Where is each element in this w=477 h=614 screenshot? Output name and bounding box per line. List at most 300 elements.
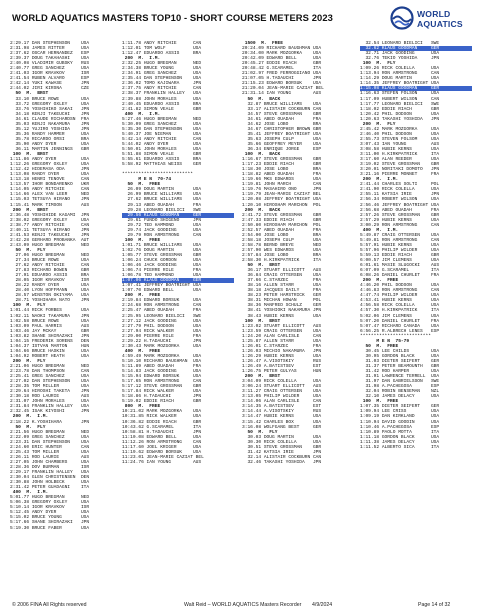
result-row: 32.87 BRUCE WILLIAMS USA: [242, 101, 322, 107]
result-row: 2:29.17 FRANKLIN HALLEY USA: [10, 469, 90, 475]
result-row: 5:11.89 ABED OUADAH FRA: [122, 364, 202, 369]
event-heading: 100 M. FLY: [360, 61, 396, 67]
result-row: 1:03.46 JAY MCKAY GBR: [10, 328, 90, 334]
result-row: 5:51.88 SIMON VEALE GBR: [122, 152, 202, 158]
result-row: 1:19.81 JOHN MARCH CAN: [242, 182, 322, 188]
result-row: 30.30 RICK COLELLA USA: [242, 439, 322, 445]
result-row: 2:44.02 JIRI KIRSNA CZE: [10, 86, 90, 92]
result-row: 2:25.47 ABED OUADAH FRA: [122, 308, 202, 314]
result-row: 21:07.05 H.TADAUCHI JPN: [242, 76, 322, 82]
result-row: 10:21.02 MARK MOZGORKA USA: [122, 409, 202, 415]
result-row: 4:46.83 RON ARMSTRONG CAN: [360, 288, 440, 294]
result-row: 1:26.03 MICHIO NAKAMURA JPN: [242, 348, 322, 354]
result-row: 4:46.20 PHIL DODSON USA: [360, 283, 440, 289]
result-row: 38.41 YOSHIOKI NAKAMURA JPN: [242, 308, 322, 314]
result-row: 3:08.58 HUBIE KERNS USA: [360, 146, 440, 152]
result-row: 1:11.86 ANDY DYER USA: [10, 157, 90, 163]
result-row: 2:57.84 JOSE LOBO BRA: [242, 252, 322, 258]
result-row: 1:12.01 TOM WOLF USA: [122, 46, 202, 52]
event-heading: 200 M. I.M.: [360, 177, 399, 183]
result-row: 4:59.49 MARK MOZGORKA USA: [122, 353, 202, 359]
result-row: 2:24.60 ERIC HUNTER CAN: [10, 444, 90, 450]
result-row: 20:34.00 MARK MOZGORKA USA: [242, 51, 322, 57]
result-row: 1:18.82 ABED OUADAH FRA: [242, 172, 322, 178]
result-row: 30.95 GORDON BLACK USA: [360, 353, 440, 359]
result-row: 35.90 ANDY DYER USA: [10, 141, 90, 147]
result-row: 1:07.35 DIETER SEIFERT GER: [360, 404, 440, 410]
result-row: 5:57.96 PHILIP WILDER USA: [360, 247, 440, 253]
event-heading: M E N 70-74: [122, 177, 172, 183]
result-row: 1:12.47 EDUARDO ASSIS BRA: [122, 51, 202, 57]
result-row: 2:25.41 GREG SANCHEZ USA: [10, 374, 90, 380]
result-row: **************************: [360, 333, 431, 339]
result-row: 27.91 EDUARDO ASSIS BRA: [10, 273, 90, 279]
result-row: 1:01.71 BRUCE WILLIAMS USA: [122, 242, 202, 248]
result-row: 2:36.02 TOMO KAJIWARA JPN: [122, 81, 202, 87]
result-row: 34.18 KENJI TAKEUCHI JPN: [10, 111, 90, 117]
result-row: 5:01.77 HUGO BREGMAN NED: [10, 495, 90, 501]
event-heading: 50 M. FLY: [10, 424, 46, 430]
result-row: 11:23.01 JEAN-MARIE CAZIAT BEL: [122, 454, 204, 460]
highlighted-result-row: 29.56 KLAUS GOODMAN GER: [122, 213, 234, 218]
result-row: 10:36.82 EDDIE RIACH GBR: [122, 419, 202, 425]
result-row: 38.16 ALLEN STARR USA: [242, 283, 322, 289]
result-row: 1:23.02 STUART ELLICOTT AUS: [242, 323, 322, 329]
page-footer: [0, 596, 477, 614]
result-row: 2:28.35 TOM MILLER USA: [10, 384, 90, 390]
result-row: 1:20.10 HIROSHAM MARCHON POL: [242, 202, 322, 208]
result-row: 5:12.45 ANDY DYER USA: [10, 510, 90, 516]
results-column-2: [122, 41, 234, 596]
result-row: 2:27.02 DAN STEPHENSON USA: [10, 379, 90, 385]
result-row: 5:55.61 EDUARDO ASSIS BRA: [122, 157, 202, 163]
result-row: 1:24.20 ALAN CARLISLE CAN: [242, 333, 322, 339]
result-row: 2:28.36 DOV BURMAN ISR: [10, 464, 90, 470]
result-row: 5:40.37 JOE NIEMAN USA: [122, 131, 202, 137]
result-row: 2:37.62 OSCAR HERNANDEZ ESP: [10, 51, 90, 57]
result-row: 3:20.01 NORITAKI DOMOTO JPN: [360, 167, 440, 173]
result-row: 29.13 ABED OUADAH FRA: [122, 202, 202, 208]
result-row: 1:25.87 ALLEN STARR USA: [242, 338, 322, 344]
result-row: 1:03.82 SHANE SHIRAZAKI JPN: [10, 333, 90, 339]
result-row: 5:07.20 DANIEL CHURLET FRA: [360, 318, 440, 324]
result-row: 21:15.23 EDWARD BORSUK USA: [242, 81, 322, 87]
event-heading: 100 M. BACK: [242, 152, 281, 158]
result-row: 2:56.68 ABED OUADAH FRA: [360, 207, 440, 213]
result-row: 33.17 ALISTAIR COCKBURN CAN: [242, 106, 322, 112]
result-row: 2:29.17 DAN STEPHENSON USA: [10, 41, 90, 46]
page-title: WORLD AQUATICS MASTERS TOP10 - SHORT COURSE METERS 2023: [12, 12, 333, 23]
event-heading: 400 M. I.M.: [360, 227, 399, 233]
result-row: 1:13.08 RANDY DYER USA: [10, 172, 90, 178]
result-row: 5:49.81 RON ARMSTRONG CAN: [360, 237, 440, 243]
result-row: 11:10.08 EDWARD BELL USA: [122, 434, 202, 440]
event-heading: 200 M. I.M.: [10, 414, 49, 420]
result-row: 2:30.04 GLEN CHRISTENSEN DEN: [10, 475, 90, 481]
result-row: 3:17.60 ALAN REEDER USA: [360, 157, 440, 163]
result-row: 3:14.47 HUBIE KERNS USA: [242, 414, 322, 420]
result-row: 5:10.14 IGOR KRAVKOV ISR: [10, 505, 90, 511]
result-row: 2:45.42 MARK MOZGORKA USA: [360, 126, 440, 132]
result-row: 2:46.40 PHIL DODSON USA: [360, 131, 440, 137]
result-row: 5:15.02 BRUCE YOUNG USA: [10, 515, 90, 521]
result-row: 1:13.94 RON ARMSTRONG CAN: [360, 71, 440, 77]
result-row: 2:31.84 FRANKLIN HALLEY USA: [10, 404, 90, 410]
result-row: 2:26.11 ROD LAURIE AUS: [10, 454, 90, 460]
result-row: 1:14.66 ALEX VAN LEER NED: [10, 192, 90, 198]
result-row: 1:15.03 TETSUYA HIRANO JPN: [10, 197, 90, 203]
result-row: 1:19.66 MKS EDWARDS USA: [242, 177, 322, 183]
result-row: 1:11.78 ANDY RITCHIE CAN: [122, 41, 202, 46]
logo-word-world: WORLD: [417, 9, 451, 19]
result-row: 1:05.77 STEVE GROSSMAN GBR: [122, 252, 202, 258]
result-row: 11:19.62 EDWARD BORSUK USA: [122, 449, 202, 455]
result-row: 21:02.97 FRED FERROGGIANO USA: [242, 71, 322, 77]
result-row: 1:06.74 PIERRE RILE FRA: [122, 268, 202, 274]
result-row: 10:58.81 H.TADAUCHI JPN: [122, 429, 202, 435]
result-row: 2:57.29 HUBIE KERNS USA: [360, 217, 440, 223]
result-row: 2:50.80 HIROSHAM MARCHON POL: [242, 222, 322, 228]
result-row: 2:31.42 PETER GUADAGNI ITA: [10, 485, 90, 491]
result-row: 2:23.78 DAN THOMPSON CAN: [10, 369, 90, 375]
result-row: 2:41.53 KENJI TAKEUCHI JPN: [10, 232, 90, 238]
result-row: 2:58.78 BERND BREYE NED: [242, 242, 322, 248]
result-row: 5:42.14 ANDY RITCHIE CAN: [122, 136, 202, 142]
page-header: [0, 0, 477, 40]
result-row: 1:04.37 ISTVAN MARTON HUN: [10, 343, 90, 349]
result-row: 2:38.37 FRANKLIN HALLEY USA: [122, 91, 202, 97]
result-row: 28.40 LYON HOFFMANN USA: [10, 288, 90, 294]
result-row: 27.62 BRUCE WILLIAMS USA: [122, 197, 202, 203]
event-heading: M E N 75-79: [360, 338, 410, 344]
result-row: 5:58.92 MATTHIAS WEISS GER: [122, 162, 202, 168]
world-aquatics-logo-icon: [390, 6, 414, 30]
result-row: 6:56.25 R.ALBRECH LENES ESP: [360, 328, 440, 334]
result-row: 32.76 TEKIO YOSHIDA JPN: [360, 56, 440, 62]
event-heading: 50 M. BRST: [10, 91, 49, 97]
result-row: 5:57.91 HUBIE KERNS USA: [360, 242, 440, 248]
result-row: 1:11.52 ALBERTO SICA ITA: [360, 444, 440, 450]
event-heading: 400 M. FREE: [122, 348, 161, 354]
result-row: 1:26.01 C.STARZEC FRA: [242, 343, 322, 349]
result-row: 5:14.83 JACK GOODING USA: [122, 369, 202, 375]
result-row: 29.61 FUNDO SHIGENO JPN: [122, 217, 202, 223]
result-row: 2:56.46 JEFFREY BOATRIGHT USA: [360, 202, 440, 208]
result-row: 37.66 C.STARZEC FRA: [242, 278, 322, 284]
result-row: 20:48.42 G.SCARAMEL ITA: [242, 66, 322, 72]
event-heading: 200 M. BRST: [10, 207, 49, 213]
result-row: 31.42 ROD HARPER USA: [360, 369, 440, 375]
result-row: 2:43.09 HUGO BREGMAN NED: [10, 242, 90, 248]
result-row: 32.10 JAMES DELACY USA: [360, 394, 440, 400]
result-row: 5:35.30 DAN STEPHENSON USA: [122, 126, 202, 132]
result-row: 2:24.68 RON ARMSTRONG CAN: [122, 303, 202, 309]
result-row: 35.66 GEOFFREY MEYER USA: [242, 141, 322, 147]
result-row: 33.72 GREGORY OXLEY USA: [10, 101, 90, 107]
result-row: 35.78 RICARDO ORSI BRA: [10, 136, 90, 142]
result-row: 30.51 STEVE GROSSMAN GBR: [242, 444, 322, 450]
result-row: 35.36 RANDY HAMMER USA: [10, 131, 90, 137]
result-row: 6:00.57 JIM CLEMENS USA: [360, 258, 440, 264]
result-row: 4:56.58 RICK COLELLA USA: [360, 303, 440, 309]
result-row: 31.42 KATSIA IRIE JPN: [242, 449, 322, 455]
result-row: 1:02.58 BRUCE ROWE USA: [10, 318, 90, 324]
result-row: 1:19.76 MASAHIRO ONO JPN: [242, 187, 322, 193]
result-row: 3:00.29 RON ARMSTRONG CAN: [360, 222, 440, 228]
result-row: 2:40.11 TETSUYA HIRANO JPN: [10, 227, 90, 233]
result-row: 1:26.29 HUBIE KERNS USA: [242, 353, 322, 359]
result-row: 1:18.30 JOSE LOBO BRA: [242, 167, 322, 173]
result-row: 2:42.28 GERHARD PROBANKA AUT: [10, 237, 90, 243]
result-row: 11:12.26 RON ARMSTRONG CAN: [122, 439, 202, 445]
result-row: 1:01.44 RICK FORBES USA: [10, 308, 90, 314]
result-row: 2:55.73 STEVEN FOLSOM USA: [360, 136, 440, 142]
event-heading: 50 M. BACK: [242, 96, 281, 102]
result-row: 1:13.57 IHOR BONDARENKO UKR: [10, 182, 90, 188]
result-row: 1:03.09 PAUL HARRIS AUS: [10, 323, 90, 329]
result-row: 38.23 PETER HAMSTRICK GER: [242, 293, 322, 299]
result-row: 1:26.47 A.VISOTSKIY RUS: [242, 358, 322, 364]
event-heading: 800 M. FREE: [122, 404, 161, 410]
result-row: 1:02.11 NAOKI TAKAMURA JPN: [10, 313, 90, 319]
result-row: 32.71 JACK GOODING USA: [360, 51, 440, 57]
event-heading: 50 M. FREE: [360, 343, 399, 349]
copyright-text: © 2006 FINA All Rights reserved: [12, 602, 87, 608]
result-row: 5:18.86 H.TADAUCHI JPN: [122, 394, 202, 400]
result-row: 36.34 ENRIQUE JORGE ESP: [242, 146, 322, 152]
result-row: 29.74 JACK GOODING USA: [122, 227, 202, 233]
result-row: 1:14.35 JEFFREY BOATRIGHT USA: [360, 81, 440, 87]
event-heading: 100 M. FLY: [10, 303, 46, 309]
event-heading: 400 M. I.M.: [122, 111, 161, 117]
result-row: 1:06.78 TED HAMMOND USA: [122, 273, 202, 279]
result-row: 1:26.49 A.BATISTSEV EST: [242, 364, 322, 369]
result-row: 2:58.30 H.KIRKPATRICK ITA: [242, 258, 322, 264]
result-row: 34.57 STEVE GROSSMAN GBR: [242, 111, 322, 117]
result-row: 34.61 CLAUDE RICHARDSN FRA: [10, 116, 90, 122]
result-row: 1:10.94 DAVID GOODIN USA: [360, 419, 440, 425]
result-row: 1:20.63 TAKASHI YOSHIDA JPN: [360, 116, 440, 122]
result-row: 2:29.64 HIROSHI TAKETA JPN: [10, 389, 90, 395]
result-row: 4:57.30 H.KIRKPATRICK ITA: [360, 308, 440, 314]
event-heading: 200 M. FREE: [360, 278, 399, 284]
result-row: 1:15.41 MARK TIMSON AUS: [10, 202, 90, 208]
page-number: Page 14 of 32: [418, 602, 451, 608]
result-row: 5:10.10 RICHARD BAUGHMAN USA: [122, 358, 202, 364]
result-row: 1:11.18 GORDON BLACK USA: [360, 434, 440, 440]
result-row: 2:25.95 LEONARD BIELICI SWE: [122, 313, 202, 319]
result-row: 2:41.72 STEVE GROSSMAN GBR: [242, 212, 322, 218]
result-row: 1:14.29 DOUG MARTIN USA: [360, 76, 440, 82]
result-row: 3:11.27 CRAIG OTTERSEN USA: [242, 389, 322, 395]
event-heading: 50 M. FLY: [10, 247, 46, 253]
result-row: 33.10 BRUCE ROWE USA: [10, 96, 90, 102]
result-row: 28.57 WINSTON OKIYAMA USA: [10, 293, 90, 299]
result-row: 2:32.45 ISAK KIYOSHI JPN: [10, 409, 90, 415]
result-row: 2:40.45 EDUARDO ASSIS BRA: [122, 101, 202, 107]
event-heading: 100 M. BRST: [242, 318, 281, 324]
result-row: 1:06.46 JACK GOODING USA: [122, 263, 202, 269]
result-row: 1:18.02 EDDIE RIACH GBR: [360, 106, 440, 112]
result-row: 35.41 JEFFREY BOATRIGHT USA: [242, 131, 322, 137]
result-row: 1:07.41 JEFFREY BOATRIGHT USA: [122, 283, 202, 289]
event-heading: 200 M. FLY: [10, 358, 46, 364]
event-heading: 200 M. BACK: [242, 207, 281, 213]
result-row: 1:19.79 JEAN-MARIE CAZIAT BEL: [242, 192, 322, 198]
result-row: 32.14 ALISTAIR COCKBURN CAN: [242, 454, 322, 460]
result-row: 2:31.07 JOHN MORALES USA: [10, 399, 90, 405]
result-row: 1:17.09 HUBERT WILSON CAN: [360, 96, 440, 102]
result-row: 2:58.18 JOSEPH CULP USA: [242, 237, 322, 243]
result-row: 32.46 TAKASHI YOSHIDA JPN: [242, 459, 322, 465]
result-row: 29.72 TED HAMMOND USA: [122, 222, 202, 228]
result-row: 1:17.23 EDDIE RIACH GBR: [242, 162, 322, 168]
result-row: 11:24.76 IAN YOUNG AUS: [122, 459, 202, 465]
result-row: 26.99 BRUCE WILLIAMS USA: [122, 192, 202, 198]
result-row: 5:30.09 GREG SANCHEZ USA: [122, 121, 202, 127]
result-row: 5:06.38 GREGORY OXLEY USA: [10, 500, 90, 506]
result-row: 1:02.76 DOUG MARTIN USA: [122, 247, 202, 253]
event-heading: 400 M. I.M.: [10, 490, 49, 496]
highlighted-result-row: 32.62 KLAUS GOODMAN GER: [360, 46, 472, 51]
result-row: 32.54 LEONARD BIELICI SWE: [360, 41, 440, 46]
result-row: 1:26.75 PETER GULYAS HUN: [242, 369, 322, 375]
result-row: 2:25.43 TOM MILLER USA: [10, 449, 90, 455]
result-row: 5:17.12 STEVE GROSSMAN GBR: [122, 384, 202, 390]
result-row: 34.61 ABED OUADAH FRA: [242, 116, 322, 122]
result-row: 32.04 ROBIN BENSEMAN NZL: [360, 389, 440, 395]
result-row: 6:01.61 MASIE SLUGOCKI AUS: [360, 263, 440, 269]
result-row: 2:40.08 VLADIMIR GUBSKY RUS: [10, 61, 90, 67]
result-row: 2:41.44 CHARLES SOLTI POL: [360, 182, 440, 188]
result-row: 36.17 STUART ELLICOTT AUS: [242, 268, 322, 274]
result-row: 35.12 YUJIRO YOSHIDA JPN: [10, 126, 90, 132]
result-row: 3:04.09 RICK COLELLA USA: [242, 379, 322, 385]
result-row: 1:09.26 RICK COLELLA USA: [360, 66, 440, 72]
result-row: 2:32.25 HUGO BREGMAN NED: [122, 61, 202, 67]
result-row: 3:06.24 STUART ELLICOTT AUS: [242, 384, 322, 390]
event-heading: 1500 M. FREE: [242, 41, 283, 46]
result-row: 5:50.01 JOHN MORALES USA: [122, 146, 202, 152]
result-row: 2:34.38 BRUCE YOUNG USA: [122, 66, 202, 72]
result-row: 1:13.18 HENRI TENOVE CAN: [10, 177, 90, 183]
result-row: 1:20.42 PHIL DODSON USA: [360, 111, 440, 117]
result-row: 1:16.67 STEVE GROSSMAN GBR: [242, 157, 322, 163]
result-row: 38.31 MICHAN HOWAN POL: [242, 298, 322, 304]
result-row: 2:31.98 JAMES RITTER USA: [10, 46, 90, 52]
result-row: 27.06 HUGO BREGMAN NED: [10, 252, 90, 258]
result-row: 1:11.38 JAMES DELACY USA: [360, 439, 440, 445]
result-row: 2:21.56 HUGO BREGMAN NED: [10, 429, 90, 435]
result-row: 1:14.05 ANDY RITCHIE CAN: [10, 187, 90, 193]
result-row: 2:27.12 JACK GOODING USA: [122, 318, 202, 324]
result-row: 5:17.65 RON ARMSTRONG CAN: [122, 379, 202, 385]
result-row: 5:07.47 RICHARD CANADA USA: [360, 323, 440, 329]
result-row: 20:24.09 RICHARD BAUGHMAN USA: [242, 46, 322, 52]
result-row: 2:34.91 GREG SANCHEZ USA: [122, 71, 202, 77]
result-row: 3:15.42 CHARLES BOX USA: [242, 419, 322, 425]
event-heading: 200 M. BRST: [242, 374, 281, 380]
result-row: 31.37 PETER BEAMOUNTH GBR: [360, 364, 440, 369]
result-row: 2:27.94 RICK WALKER USA: [122, 328, 202, 334]
result-row: 2:22.09 GREG SANCHEZ USA: [10, 434, 90, 440]
result-row: 2:21.06 HUGO BREGMAN NED: [10, 364, 90, 369]
result-row: 2:41.82 SIMON VEALE GBR: [122, 106, 202, 112]
highlighted-result-row: 1:07.06 KLAUS GOODMAN GER: [122, 278, 234, 283]
result-row: 3:19.02 STEVE GROSSMAN GBR: [360, 162, 440, 168]
result-row: 27.34 BRUCE ROWE USA: [10, 258, 90, 264]
result-row: 30.45 LEE CHILDS USA: [360, 348, 440, 354]
result-row: 20:42.09 EDWARD BELL USA: [242, 56, 322, 62]
result-row: 35.03 KENJI NAKAMURA JPN: [10, 121, 90, 127]
event-heading: 50 M. BRST: [242, 263, 281, 269]
result-row: 2:39.37 DOUG TAKAHASHI USA: [10, 56, 90, 62]
result-row: 28.22 RANDY DYER USA: [10, 283, 90, 289]
event-heading: 200 M. FREE: [122, 293, 161, 299]
result-row: 2:41.54 RUBEN ALVARO ESP: [10, 76, 90, 82]
result-row: 5:02.06 JIM CLEMENS USA: [360, 313, 440, 319]
result-row: 30.03 DOUG MARTIN USA: [242, 434, 322, 440]
result-row: 3:14.35 A.BATISTSEV EST: [242, 404, 322, 410]
result-row: 38.18 JACQUES DAILY FRA: [242, 288, 322, 294]
result-row: 28.71 YOSHIHARA NATO JPN: [10, 298, 90, 304]
result-row: 3:13.05 PHILIP WILDER USA: [242, 394, 322, 400]
result-row: 1:10.89 PAOLO MOTTA ITA: [360, 429, 440, 435]
result-row: 5:17.84 RICK WALKER USA: [122, 389, 202, 395]
result-row: 2:18.22 K.YOSHIHARA JPN: [10, 419, 90, 425]
result-row: 2:39.88 JOHN MORALES USA: [122, 96, 202, 102]
result-row: 38.43 HUBIE KERNS USA: [242, 313, 322, 319]
result-row: 27.83 RICHARD BOWEN GBR: [10, 268, 90, 274]
result-row: 1:06.24 CHUCK GORDON USA: [122, 258, 202, 264]
result-row: 28.05 IGOR KRAVKOV ISR: [10, 278, 90, 284]
event-heading: 100 M. FREE: [360, 399, 399, 405]
result-row: **************************: [122, 172, 193, 178]
result-row: 2:29.22 H.TADAUCHI JPN: [122, 338, 202, 344]
result-row: 21:31.14 IAN YOUNG AUS: [242, 91, 322, 97]
result-row: 3:14.06 ALAN CARLISLE CAN: [242, 399, 322, 405]
result-row: 1:16.63 STEFEN FOLSON USA: [360, 91, 440, 97]
result-row: 5:49.87 CRAIG OTTERSEN USA: [360, 232, 440, 238]
result-row: 2:40.77 GREG SANCHEZ USA: [10, 66, 90, 72]
result-row: 36.11 MARTIN JENNINGS GBR: [10, 146, 90, 152]
result-row: 2:27.05 JOHN CHAMBERS USA: [10, 459, 90, 465]
result-row: 5:59.13 EDDIE RIACH GBR: [360, 252, 440, 258]
result-row: 34.67 CHRISTOPHER BROWN GBR: [242, 126, 322, 132]
result-row: 1:07.70 EDWARD BELL USA: [122, 288, 202, 294]
result-row: 2:19.84 EDWARD BORSUK USA: [122, 298, 202, 304]
result-row: 10:43.62 G.SCARAMEL ITA: [122, 424, 202, 430]
result-row: 5:19.30 BRUCE FABER USA: [10, 525, 90, 531]
result-row: 2:56.34 ROBERT WILSON USA: [360, 197, 440, 203]
result-row: 2:41.03 IGOR KRAVKOV ISR: [10, 71, 90, 77]
event-heading: 200 M. FLY: [360, 121, 396, 127]
result-row: 2:35.44 DAN STEPHENSON USA: [122, 76, 202, 82]
result-row: 2:23.31 DAN STEPHENSON USA: [10, 439, 90, 445]
results-column-3: [242, 41, 354, 596]
result-row: 2:30.18 ROD LAURIE AUS: [10, 394, 90, 400]
result-row: 3:11.00 H.KIRKPATRICK ITA: [360, 152, 440, 158]
result-row: 2:52.57 ABED OUADAH FRA: [242, 227, 322, 233]
result-row: 31.98 A.PACHEGOSA ESP: [360, 384, 440, 390]
result-row: 31.03 DIETER SEIFERT GER: [360, 358, 440, 364]
result-row: 1:12.42 HIDEMASA ODA JPN: [10, 167, 90, 173]
result-row: 2:37.75 ANDY RITCHIE CAN: [122, 86, 202, 92]
result-row: 2:41.90 RICK COLELLA USA: [360, 187, 440, 193]
result-row: 36.84 CRAIG OTTERSEN USA: [242, 273, 322, 279]
result-row: 33.76 YOSHIHIKO SAKAI JPN: [10, 106, 90, 112]
result-row: 3:14.44 A.VISOTSKIY RUS: [242, 409, 322, 415]
